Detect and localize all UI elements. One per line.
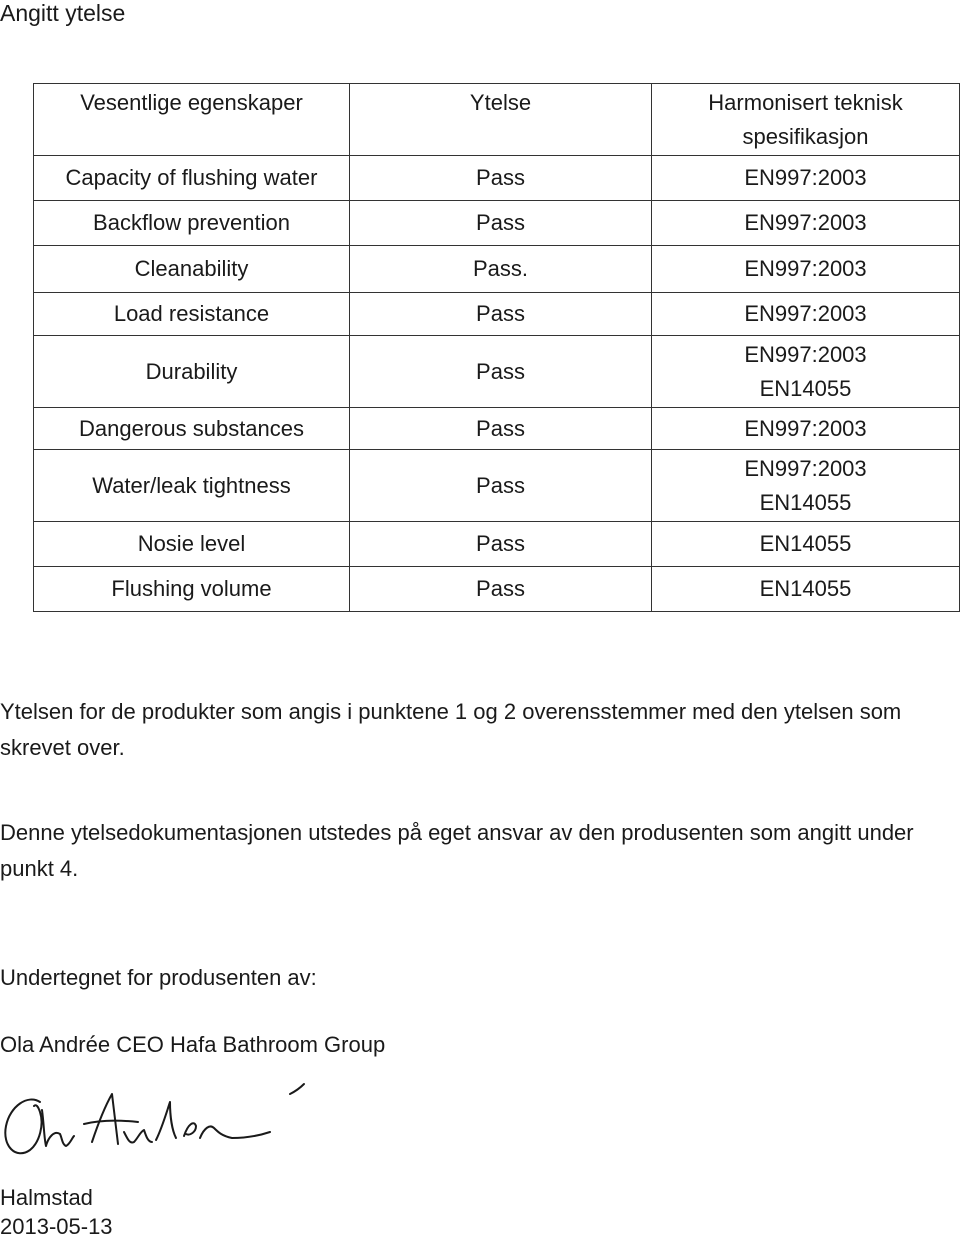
cell-property: Backflow prevention — [34, 201, 350, 246]
cell-performance: Pass — [350, 293, 652, 336]
cell-performance: Pass — [350, 201, 652, 246]
spec-line: EN14055 — [759, 576, 852, 601]
cell-property: Nosie level — [34, 522, 350, 567]
cell-performance: Pass — [350, 336, 652, 408]
table-row — [34, 567, 960, 612]
cell-spec — [652, 293, 960, 336]
performance-table — [33, 83, 960, 612]
cell-property: Dangerous substances — [34, 408, 350, 450]
spec-line: EN997:2003 — [744, 455, 867, 481]
spec-line: EN997:2003 — [744, 341, 867, 367]
table-row — [34, 201, 960, 246]
cell-performance: Pass — [350, 450, 652, 522]
cell-performance: Pass — [350, 567, 652, 612]
handwritten-signature — [0, 1080, 320, 1170]
responsibility-statement: Denne ytelsedokumentasjonen utstedes på eget ansvar av den produsenten som angitt under punkt 4. — [0, 820, 914, 881]
cell-performance: Pass — [350, 522, 652, 567]
table-header-row — [34, 84, 960, 156]
page-title: Angitt ytelse — [0, 0, 126, 26]
header-property: Vesentlige egenskaper — [34, 84, 350, 156]
table-row — [34, 156, 960, 201]
cell-performance: Pass. — [350, 246, 652, 293]
signatory-name: Ola Andrée CEO Hafa Bathroom Group — [0, 1032, 386, 1057]
place: Halmstad — [0, 1185, 93, 1210]
date: 2013-05-13 — [0, 1214, 113, 1239]
spec-line: EN997:2003 — [744, 165, 867, 190]
cell-property: Flushing volume — [34, 567, 350, 612]
table-row — [34, 522, 960, 567]
spec-line: EN14055 — [759, 489, 852, 515]
table-row — [34, 336, 960, 408]
header-spec — [652, 84, 960, 156]
cell-spec — [652, 522, 960, 567]
cell-spec — [652, 201, 960, 246]
cell-spec — [652, 246, 960, 293]
spec-line: EN997:2003 — [744, 301, 867, 326]
table-row — [34, 408, 960, 450]
cell-spec — [652, 336, 960, 408]
header-performance: Ytelse — [350, 84, 652, 156]
spec-line: EN997:2003 — [744, 415, 867, 441]
cell-performance: Pass — [350, 408, 652, 450]
cell-performance: Pass — [350, 156, 652, 201]
cell-property: Water/leak tightness — [34, 450, 350, 522]
cell-property: Durability — [34, 336, 350, 408]
cell-property: Capacity of flushing water — [34, 156, 350, 201]
header-spec-line-2: spesifikasjon — [742, 124, 869, 149]
conformity-statement: Ytelsen for de produkter som angis i punktene 1 og 2 overensstemmer med den ytelsen som skrevet over. — [0, 699, 902, 760]
signed-for-label: Undertegnet for produsenten av: — [0, 965, 317, 990]
cell-property: Cleanability — [34, 246, 350, 293]
table-row — [34, 246, 960, 293]
header-spec-line-1: Harmonisert teknisk — [708, 90, 903, 115]
cell-spec — [652, 408, 960, 450]
spec-line: EN14055 — [759, 531, 852, 556]
spec-line: EN997:2003 — [744, 210, 867, 235]
cell-property: Load resistance — [34, 293, 350, 336]
cell-spec — [652, 567, 960, 612]
cell-spec — [652, 450, 960, 522]
table-row — [34, 450, 960, 522]
spec-line: EN997:2003 — [744, 256, 867, 281]
spec-line: EN14055 — [759, 375, 852, 401]
table-row — [34, 293, 960, 336]
cell-spec — [652, 156, 960, 201]
